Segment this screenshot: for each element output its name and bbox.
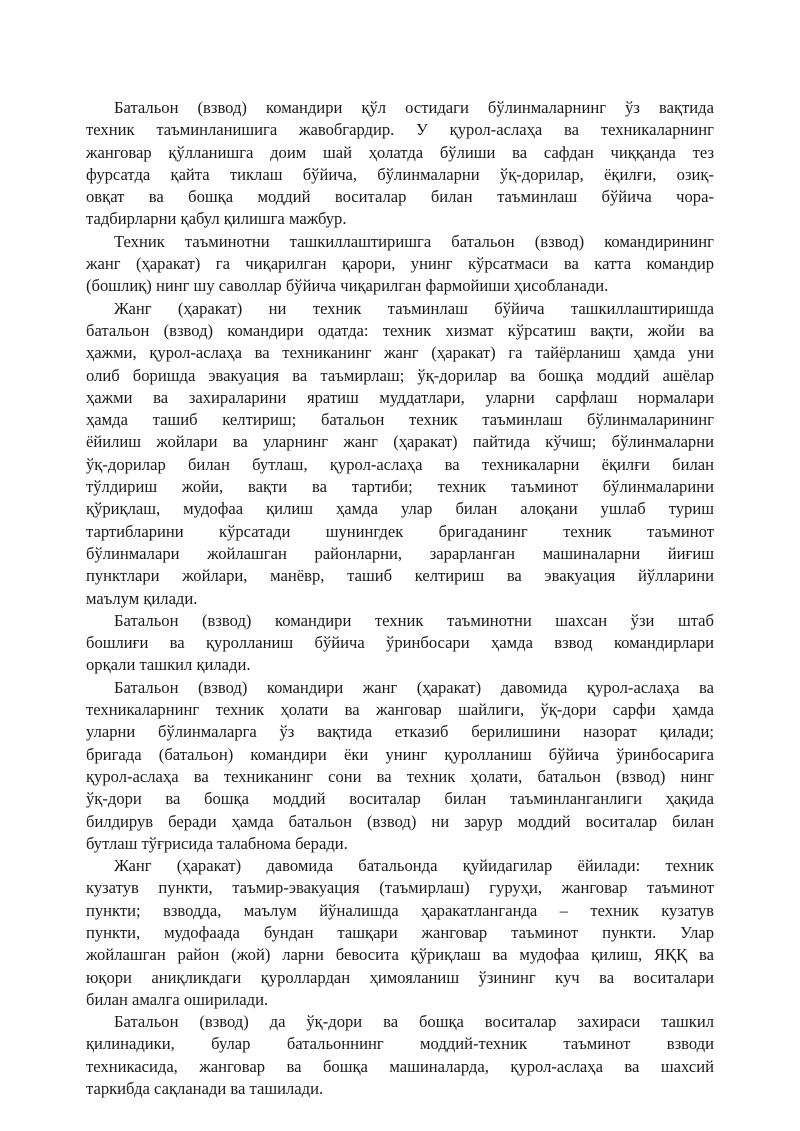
text-line: батальон (взвод) командири одатда: техник хизмат кўрсатиш вақти, жойи ва [86, 320, 714, 340]
text-line: Жанг (ҳаракат) давомида батальонда қуйидагилар ёйилади: техник [114, 856, 714, 876]
text-line: ўқ-дорилар билан бутлаш, қурол-аслаҳа ва техникаларни ёқилғи билан [86, 454, 714, 474]
text-line: орқали ташкил қилади. [86, 655, 251, 675]
text-line: (бошлиқ) нинг шу саволлар бўйича чиқарилган фармойиши ҳисобланади. [86, 276, 609, 296]
text-line: бўлинмалари жойлашган районларни, зарарланган машиналарни йиғиш [86, 543, 714, 563]
text-line: қурол-аслаҳа ва техниканинг сони ва техник ҳолати, батальон (взвод) нинг [86, 766, 714, 786]
text-line: тўлдириш жойи, вақти ва тартиби; техник таъминот бўлинмаларини [86, 477, 714, 497]
paragraph-4 [86, 610, 714, 677]
text-line: ўқ-дори ва бошқа моддий воситалар билан таъминланганлиги ҳақида [86, 789, 714, 809]
text-line: тадбирларни қабул қилишга мажбур. [86, 209, 347, 229]
text-line: бошлиғи ва қуролланиш бўйича ўринбосари ҳамда взвод командирлари [86, 633, 714, 653]
text-line: маълум қилади. [86, 588, 198, 608]
text-line: бригада (батальон) командири ёки унинг қуролланиш бўйича ўринбосарига [86, 744, 714, 764]
text-line: техникаларнинг техник ҳолати ва жанговар шайлиги, ўқ-дори сарфи ҳамда [86, 700, 714, 720]
text-line: Батальон (взвод) командири қўл остидаги бўлинмаларнинг ўз вақтида [114, 98, 714, 117]
text-line: бутлаш тўғрисида талабнома беради. [86, 833, 348, 853]
text-line: қилинадики, булар батальоннинг моддий-техник таъминот взводи [86, 1034, 714, 1054]
text-line: пункти, мудофаада бундан ташқари жанговар таъминот пункти. Улар [86, 922, 714, 942]
text-line: пункти; взводда, маълум йўналишда ҳаракатланганда – техник кузатув [86, 900, 714, 920]
text-line: Жанг (ҳаракат) ни техник таъминлаш бўйича ташкиллаштиришда [114, 298, 714, 318]
paragraph-7 [86, 1011, 714, 1100]
text-line: пунктлари жойлари, манёвр, ташиб келтириш ва эвакуация йўлларини [86, 566, 714, 586]
text-line: Техник таъминотни ташкиллаштиришга батальон (взвод) командирининг [114, 231, 714, 251]
text-line: ҳажми, қурол-аслаҳа ва техниканинг жанг (ҳаракат) га тайёрланиш ҳамда уни [86, 343, 714, 363]
paragraph-1 [86, 97, 714, 231]
text-line: тартибларини кўрсатади шунингдек бригаданинг техник таъминот [86, 521, 714, 541]
paragraph-5 [86, 677, 714, 855]
text-line: жойлашган район (жой) ларни бевосита қўриқлаш ва мудофаа қилиш, ЯҚҚ ва [86, 945, 714, 965]
text-line: техник таъминланишига жавобгардир. У қурол-аслаҳа ва техникаларнинг [86, 120, 714, 140]
text-line: билан амалга оширилади. [86, 989, 269, 1009]
text-line: жанг (ҳаракат) га чиқарилган қарори, унинг кўрсатмаси ва катта командир [86, 254, 714, 274]
text-line: ҳажми ва захираларини яратиш муддатлари, уларни сарфлаш нормалари [86, 387, 714, 407]
paragraph-6 [86, 855, 714, 1011]
text-line: юқори аниқликдаги қуроллардан ҳимояланиш ўзининг куч ва воситалари [86, 967, 714, 987]
text-line: қўриқлаш, мудофаа қилиш ҳамда улар билан алоқани ушлаб туриш [86, 499, 714, 519]
text-line: уларни бўлинмаларга ўз вақтида етказиб берилишини назорат қилади; [86, 722, 714, 742]
text-line: кузатув пункти, таъмир-эвакуация (таъмирлаш) гуруҳи, жанговар таъминот [86, 878, 714, 898]
text-line: билдирув беради ҳамда батальон (взвод) ни зарур моддий воситалар билан [86, 811, 714, 831]
text-line: Батальон (взвод) да ўқ-дори ва бошқа воситалар захираси ташкил [114, 1012, 714, 1032]
text-line: олиб боришда эвакуация ва таъмирлаш; ўқ-дорилар ва бошқа моддий ашёлар [86, 365, 714, 385]
text-line: ёйилиш жойлари ва уларнинг жанг (ҳаракат) пайтида кўчиш; бўлинмаларни [86, 432, 714, 452]
text-line: техникасида, жанговар ва бошқа машиналарда, қурол-аслаҳа ва шахсий [86, 1056, 714, 1076]
text-line: Батальон (взвод) командири жанг (ҳаракат) давомида қурол-аслаҳа ва [114, 677, 714, 697]
text-line: Батальон (взвод) командири техник таъминотни шахсан ўзи штаб [114, 610, 714, 630]
text-line: жанговар қўлланишга доим шай ҳолатда бўлиши ва сафдан чиққанда тез [86, 142, 714, 162]
text-line: овқат ва бошқа моддий воситалар билан таъминлаш бўйича чора- [86, 187, 714, 207]
text-line: ҳамда ташиб келтириш; батальон техник таъминлаш бўлинмаларининг [86, 410, 714, 430]
paragraph-3 [86, 298, 714, 610]
text-line: таркибда сақланади ва ташилади. [86, 1079, 324, 1099]
text-line: фурсатда қайта тиклаш бўйича, бўлинмаларни ўқ-дорилар, ёқилғи, озиқ- [86, 164, 714, 184]
paragraph-2 [86, 231, 714, 298]
document-body [86, 97, 714, 1100]
